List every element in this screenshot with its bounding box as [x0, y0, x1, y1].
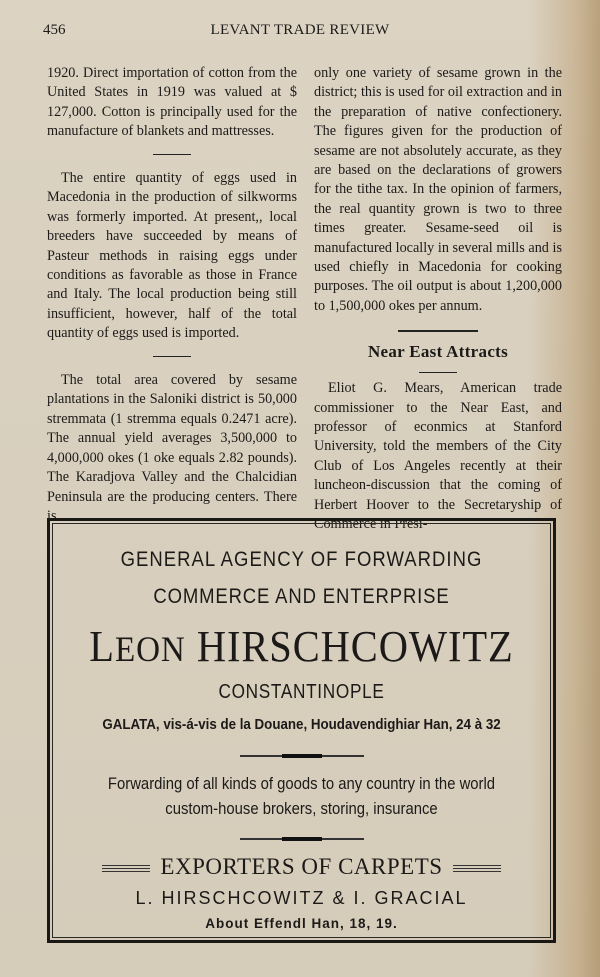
advertisement-inner-border	[52, 523, 551, 938]
left-column	[47, 64, 297, 526]
ad-address	[73, 717, 530, 733]
section-divider	[398, 330, 478, 331]
ad-han-address: About Effendl Han, 18, 19.	[205, 916, 398, 931]
running-header	[0, 22, 600, 42]
paragraph-mears: Eliot G. Mears, American trade commissioner to the Near East, and professor of econmics at Stanford University, told the members of the City Club of Los Angeles recently at their luncheon-discussion that the coming of Herbert Hoover to the Secretaryship of Commerce in Presi-	[314, 380, 562, 533]
ad-services-line-2: custom-house brokers, storing, insurance	[165, 800, 438, 818]
name-initial: L	[89, 622, 115, 671]
triple-rule-right-icon	[453, 865, 501, 873]
ad-partners: L. HIRSCHCOWITZ & I. GRACIAL	[135, 888, 468, 908]
paragraph-sesame-oil: only one variety of sesame grown in the district; this is used for oil extraction and in the preparation of native confectionery. The figures given for the production of sesame are not absolutely accurate, as they are based on the declarations of growers for the tithe tax. In the opinion of farmers, the real quantity grown is two to three times greater. Sesame-seed oil is manufactured locally in several mills and is used chiefly in Macedonia for cooking purposes. The oil output is about 1,200,000 to 1,500,000 okes per annum.	[314, 65, 562, 314]
ad-commerce-line: COMMERCE AND ENTERPRISE	[153, 584, 450, 608]
paragraph-sesame-area: The total area covered by sesame plantations in the Saloniki district is 50,000 stremmata (1 stremma equals 0.2471 acre). The annual yield averages 3,500,000 to 4,000,000 okes (1 oke equals 2.82 pounds). The Karadjova Valley and the Chalcidian Peninsula are the producing centers. There is	[47, 372, 297, 524]
name-smallcaps: EON	[114, 629, 186, 669]
address-district: GALATA,	[102, 717, 160, 733]
ad-exporters-line	[53, 854, 550, 880]
ad-company-name	[73, 621, 530, 672]
section-divider	[153, 356, 191, 357]
ad-city: CONSTANTINOPLE	[218, 681, 385, 703]
paragraph-eggs: The entire quantity of eggs used in Macedonia in the production of silkworms was formerly imported. At present,, local breeders have succeeded by means of Pasteur methods in raising eggs under conditions as favorable as those in France and Italy. The local production being still insufficient, however, half of the total quantity of eggs used is imported.	[47, 170, 297, 342]
ornamental-rule	[240, 755, 364, 757]
page-number: 456	[43, 22, 66, 38]
paragraph-cotton: 1920. Direct importation of cotton from the United States in 1919 was valued at $ 127,000. Cotton is principally used for the manufacture of blankets and mattresses.	[47, 65, 297, 140]
address-detail: vis-á-vis de la Douane, Houdavendighiar Han, 24 à 32	[159, 717, 501, 733]
heading-underline	[419, 372, 457, 373]
ornamental-rule	[240, 838, 364, 840]
ad-agency-line: GENERAL AGENCY OF FORWARDING	[120, 547, 483, 571]
section-divider	[153, 154, 191, 155]
name-surname: HIRSCHCOWITZ	[196, 622, 514, 671]
exporters-text: EXPORTERS OF CARPETS	[160, 854, 443, 879]
triple-rule-left-icon	[102, 865, 150, 873]
right-column	[314, 64, 562, 535]
ad-services-line-1: Forwarding of all kinds of goods to any country in the world	[107, 775, 496, 793]
advertisement-box	[47, 518, 556, 943]
journal-title: LEVANT TRADE REVIEW	[210, 22, 390, 38]
section-heading: Near East Attracts	[367, 341, 509, 361]
